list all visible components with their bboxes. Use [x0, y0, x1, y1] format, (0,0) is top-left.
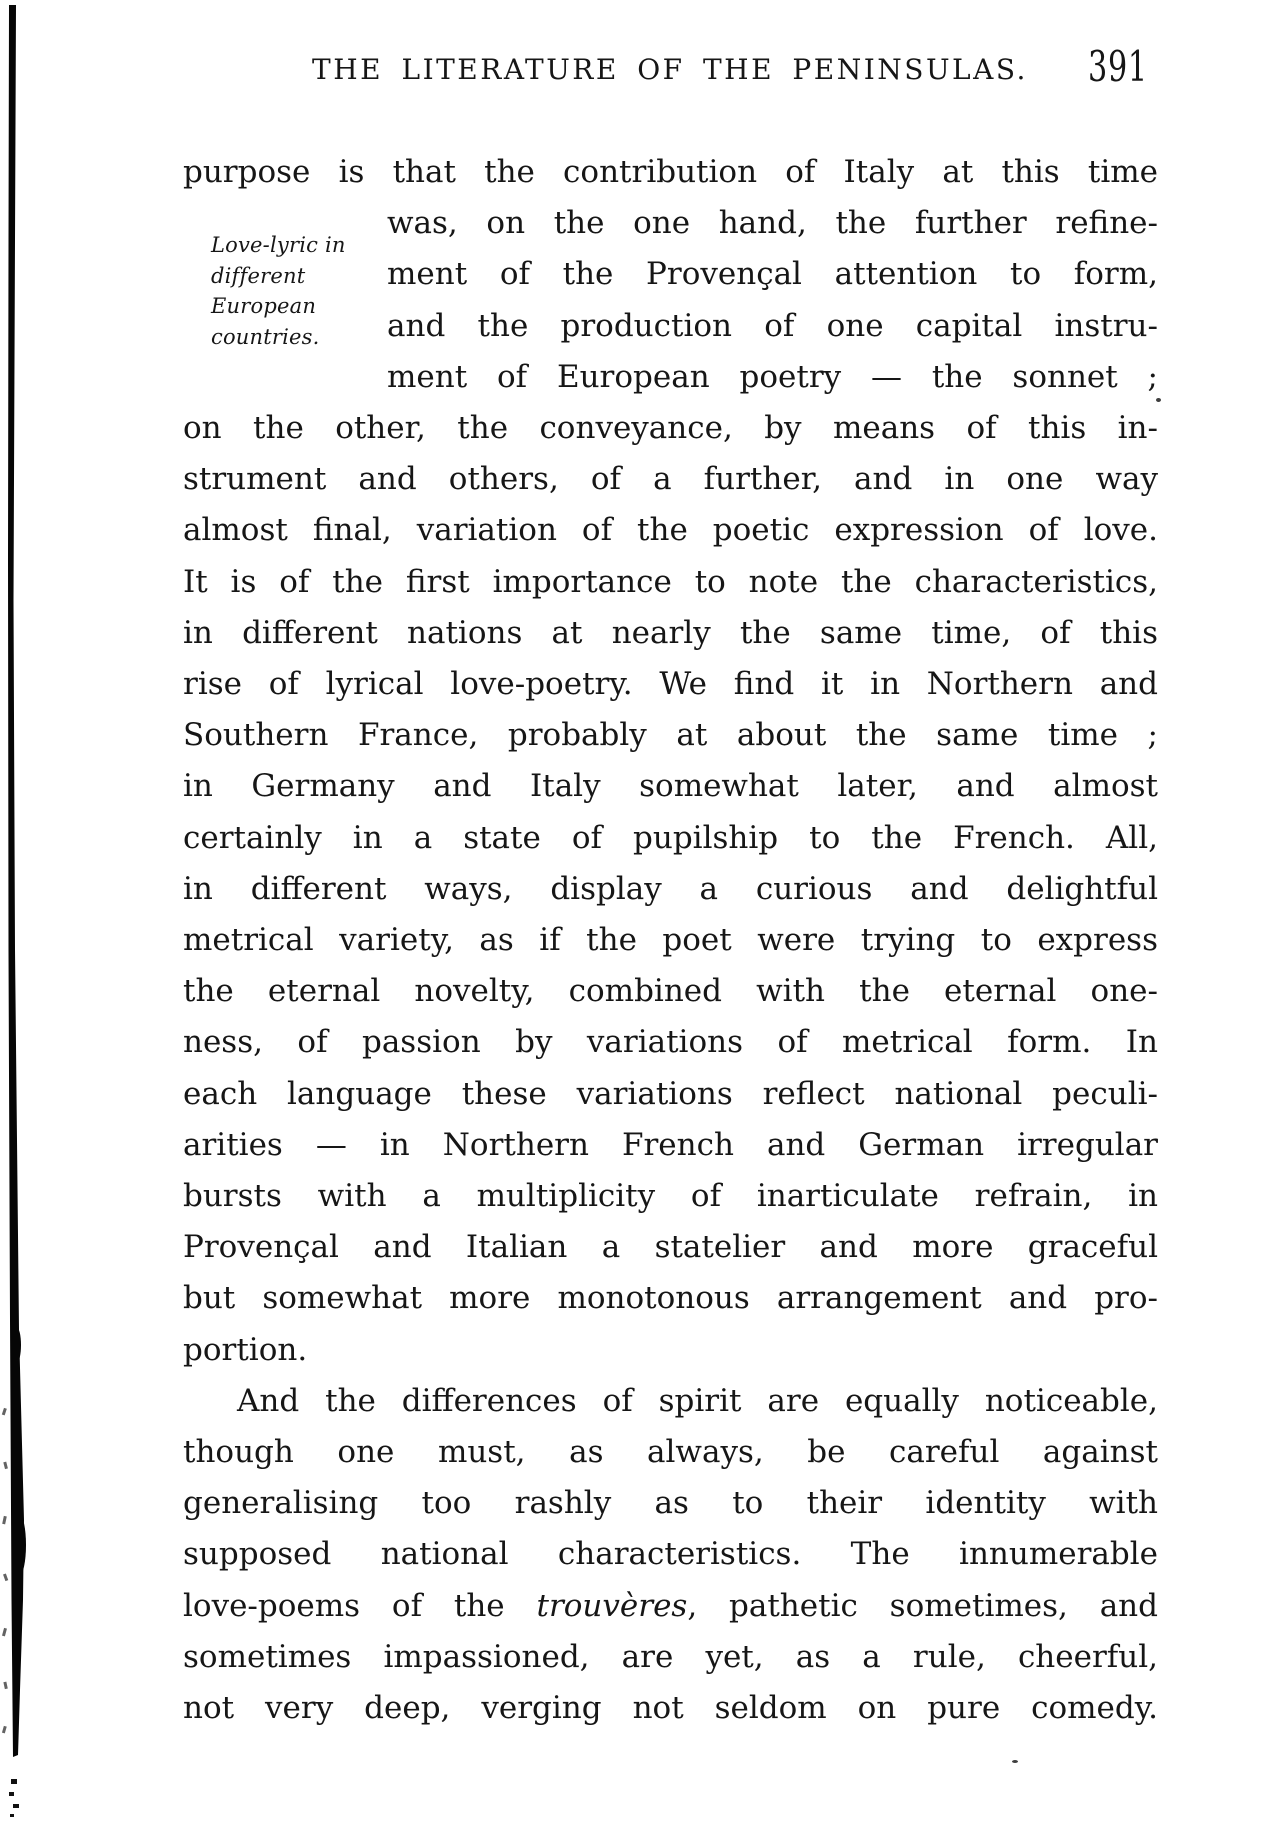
text-line: portion.: [183, 1332, 308, 1368]
text-line: almost final, variation of the poetic expression of love.: [183, 512, 1158, 548]
binding-edge: [0, 0, 34, 1827]
text-line: ment of the Provençal attention to form,: [387, 256, 1158, 292]
text-line: bursts with a multiplicity of inarticulate refrain, in: [183, 1178, 1158, 1214]
text-line: not very deep, verging not seldom on pure comedy.: [183, 1690, 1158, 1726]
text-line: metrical variety, as if the poet were trying to express: [183, 922, 1158, 958]
text-line: but somewhat more monotonous arrangement and pro-: [183, 1280, 1158, 1316]
running-head-title: THE LITERATURE OF THE PENINSULAS.: [312, 53, 1028, 86]
margin-note-line: European: [211, 294, 317, 318]
text-line: [183, 1581, 1158, 1632]
text-line: and the production of one capital instru-: [387, 308, 1158, 344]
print-speck: [1156, 398, 1161, 402]
margin-note-line: different: [211, 263, 306, 288]
text-line: each language these variations reflect national peculi-: [183, 1076, 1158, 1112]
text-run: love-poems of the: [183, 1588, 537, 1624]
text-line: And the differences of spirit are equally noticeable,: [237, 1383, 1158, 1419]
text-line: was, on the one hand, the further refine-: [387, 205, 1158, 241]
print-speck: [1012, 1760, 1018, 1763]
text-line: the eternal novelty, combined with the eternal one-: [183, 973, 1158, 1009]
text-line: generalising too rashly as to their identity with: [183, 1485, 1158, 1521]
text-line: arities — in Northern French and German irregular: [183, 1127, 1158, 1163]
text-line: certainly in a state of pupilship to the French. All,: [183, 820, 1158, 856]
text-line: sometimes impassioned, are yet, as a rule, cheerful,: [183, 1639, 1158, 1675]
page-number: 391: [1088, 42, 1148, 91]
margin-note-line: Love-lyric in: [211, 233, 346, 257]
text-line: strument and others, of a further, and in one way: [183, 461, 1158, 497]
text-line: ness, of passion by variations of metrical form. In: [183, 1024, 1158, 1060]
text-line: supposed national characteristics. The innumerable: [183, 1536, 1158, 1572]
text-line: ment of European poetry — the sonnet ;: [387, 359, 1158, 395]
text-line: in different nations at nearly the same time, of this: [183, 615, 1158, 651]
margin-note: [211, 230, 396, 352]
margin-note-line: countries.: [211, 324, 320, 349]
text-line: in Germany and Italy somewhat later, and almost: [183, 768, 1158, 804]
text-line: on the other, the conveyance, by means of this in-: [183, 410, 1158, 446]
text-line: It is of the first importance to note the characteristics,: [183, 564, 1158, 600]
text-run: , pathetic sometimes, and: [687, 1588, 1158, 1624]
text-line: in different ways, display a curious and delightful: [183, 871, 1158, 907]
italic-term: trouvères: [536, 1588, 688, 1624]
text-line: purpose is that the contribution of Italy at this time: [183, 154, 1158, 190]
text-line: though one must, as always, be careful against: [183, 1434, 1158, 1470]
text-line: Provençal and Italian a statelier and more graceful: [183, 1229, 1158, 1265]
text-line: Southern France, probably at about the same time ;: [183, 717, 1158, 753]
text-line: rise of lyrical love-poetry. We find it in Northern and: [183, 666, 1158, 702]
